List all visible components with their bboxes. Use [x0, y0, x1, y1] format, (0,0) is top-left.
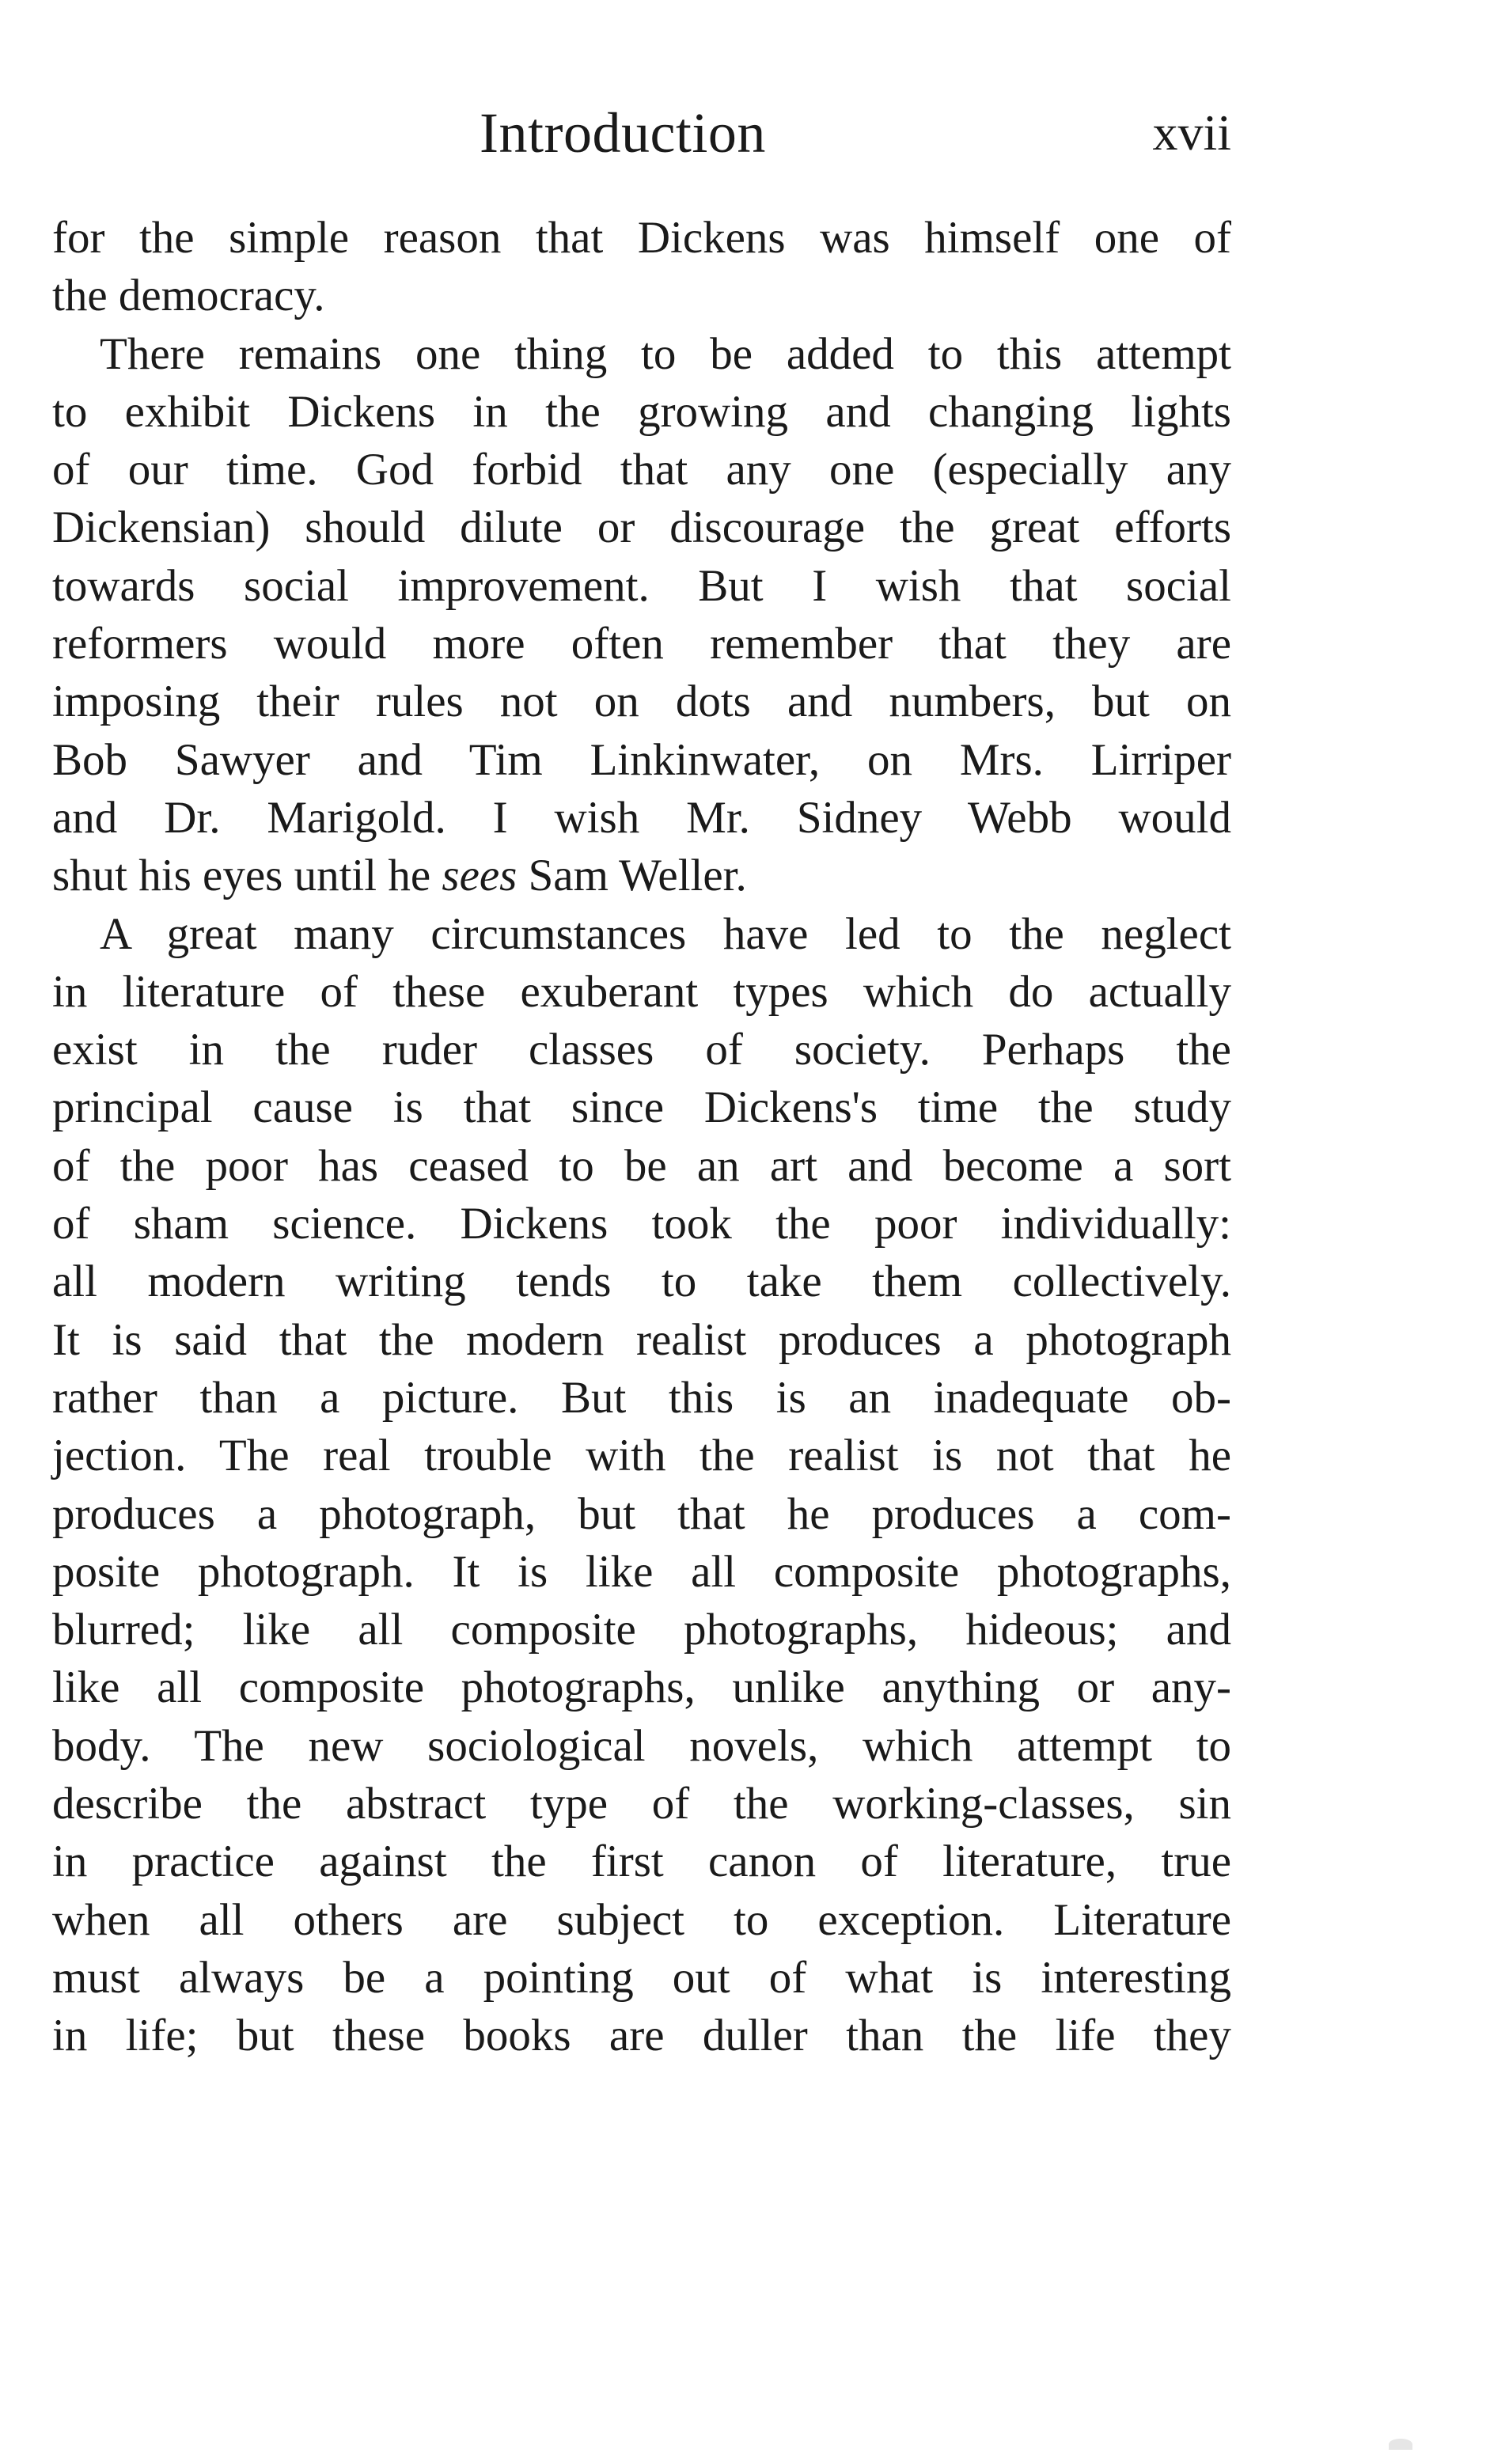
text-line: in practice against the first canon of literature, true: [52, 1837, 1231, 1887]
text-line: blurred; like all composite photographs, hideous; and: [52, 1605, 1231, 1655]
running-title: Introduction: [480, 101, 766, 165]
text-line: exist in the ruder classes of society. Perhaps the: [52, 1025, 1231, 1075]
emphasized-word: sees: [442, 851, 518, 901]
text-line: reformers would more often remember that they are: [52, 619, 1231, 669]
text-line: and Dr. Marigold. I wish Mr. Sidney Webb would: [52, 792, 1231, 843]
text-line: for the simple reason that Dickens was himself one of: [52, 213, 1231, 263]
text-line: of sham science. Dickens took the poor individually:: [52, 1199, 1231, 1249]
text-line: body. The new sociological novels, which attempt to: [52, 1720, 1231, 1771]
text-line: to exhibit Dickens in the growing and changing lights: [52, 386, 1231, 437]
text-line: There remains one thing to be added to this attempt: [100, 328, 1231, 379]
text-line: towards social improvement. But I wish that social: [52, 560, 1231, 611]
text-line: It is said that the modern realist produces a photograph: [52, 1314, 1231, 1365]
text-line: posite photograph. It is like all composite photographs,: [52, 1546, 1231, 1597]
text-segment: Sam Weller.: [517, 851, 747, 901]
text-line: imposing their rules not on dots and numbers, but on: [52, 677, 1231, 727]
text-line: rather than a picture. But this is an inadequate ob-: [52, 1372, 1231, 1423]
text-line: the democracy.: [52, 271, 325, 321]
book-page: [52, 93, 1231, 2065]
text-line: describe the abstract type of the working-classes, sin: [52, 1779, 1231, 1829]
text-line: principal cause is that since Dickens's time the study: [52, 1082, 1231, 1133]
text-segment: shut his eyes until he: [52, 851, 442, 901]
body-text: [52, 209, 1231, 2065]
text-line: of the poor has ceased to be an art and become a sort: [52, 1140, 1231, 1191]
text-line: in literature of these exuberant types which do actually: [52, 966, 1231, 1017]
text-line: Bob Sawyer and Tim Linkinwater, on Mrs. Lirriper: [52, 734, 1231, 785]
text-line: all modern writing tends to take them collectively.: [52, 1257, 1231, 1307]
running-header: [52, 93, 1231, 172]
text-line: like all composite photographs, unlike anything or any-: [52, 1662, 1231, 1713]
text-line: in life; but these books are duller than the life they: [52, 2011, 1231, 2061]
text-line: of our time. God forbid that any one (especially any: [52, 445, 1231, 495]
page-number: xvii: [1152, 104, 1231, 161]
text-line: [52, 847, 1231, 904]
text-line: produces a photograph, but that he produces a com-: [52, 1488, 1231, 1539]
text-line: jection. The real trouble with the realist is not that he: [52, 1431, 1231, 1481]
text-line: must always be a pointing out of what is interesting: [52, 1952, 1231, 2003]
text-line: when all others are subject to exception. Literature: [52, 1894, 1231, 1945]
text-line: Dickensian) should dilute or discourage the great efforts: [52, 502, 1231, 553]
page-smudge: [1389, 2439, 1412, 2450]
text-line: A great many circumstances have led to the neglect: [100, 908, 1231, 959]
